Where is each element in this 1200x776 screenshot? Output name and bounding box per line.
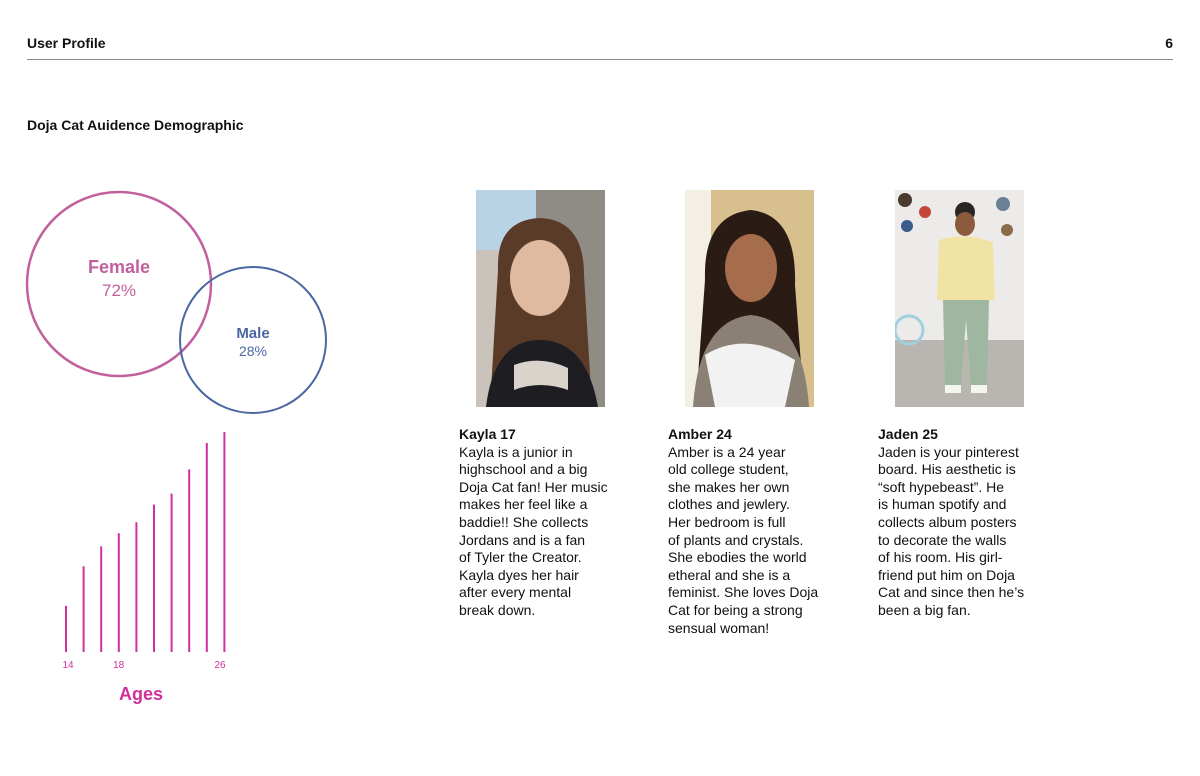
kayla-description [459,426,639,620]
age-tick-label: 18 [113,660,125,671]
male-percent: 28% [238,343,268,359]
jaden-description [878,426,1058,620]
persona-name: Amber 24 [668,426,732,442]
header-title: User Profile [27,35,106,51]
persona-name: Jaden 25 [878,426,938,442]
age-chart [40,420,260,720]
header-divider [27,59,1173,60]
persona-name: Kayla 17 [459,426,516,442]
age-tick-label: 26 [214,660,226,671]
amber-photo [685,190,814,407]
jaden-photo [895,190,1024,407]
age-bars [66,432,224,652]
age-axis-label: Ages [118,684,164,704]
gender-venn-diagram [0,170,360,420]
person-photo-icon [895,190,1024,407]
age-tick-labels [62,660,226,671]
persona-bio: Jaden is your pinterest board. His aesthetic is “soft hypebeast”. He is human spotify and collects album posters to decorate the walls of his room. His girl- friend put him on Doja Cat and since then he’s been a big fan. [878,443,1025,618]
section-title: Doja Cat Auidence Demographic [27,117,244,133]
female-label: Female [87,257,151,277]
age-tick-label: 14 [62,660,74,671]
female-percent: 72% [101,281,137,300]
persona-bio: Kayla is a junior in highschool and a big Doja Cat fan! Her music makes her feel like a baddie!! She collects Jordans and is a fan of Tyler the Creator. Kayla dyes her hair after every mental break down. [459,443,608,618]
amber-description [668,426,848,637]
person-photo-icon [476,190,605,407]
persona-bio: Amber is a 24 year old college student, she makes her own clothes and jewlery. Her bedroom is full of plants and crystals. She ebodies the world etheral and she is a feminist. She loves Doja Cat for being a strong sensual woman! [668,443,819,636]
kayla-photo [476,190,605,407]
male-label: Male [236,325,270,342]
page-number: 6 [1165,35,1173,51]
person-photo-icon [685,190,814,407]
